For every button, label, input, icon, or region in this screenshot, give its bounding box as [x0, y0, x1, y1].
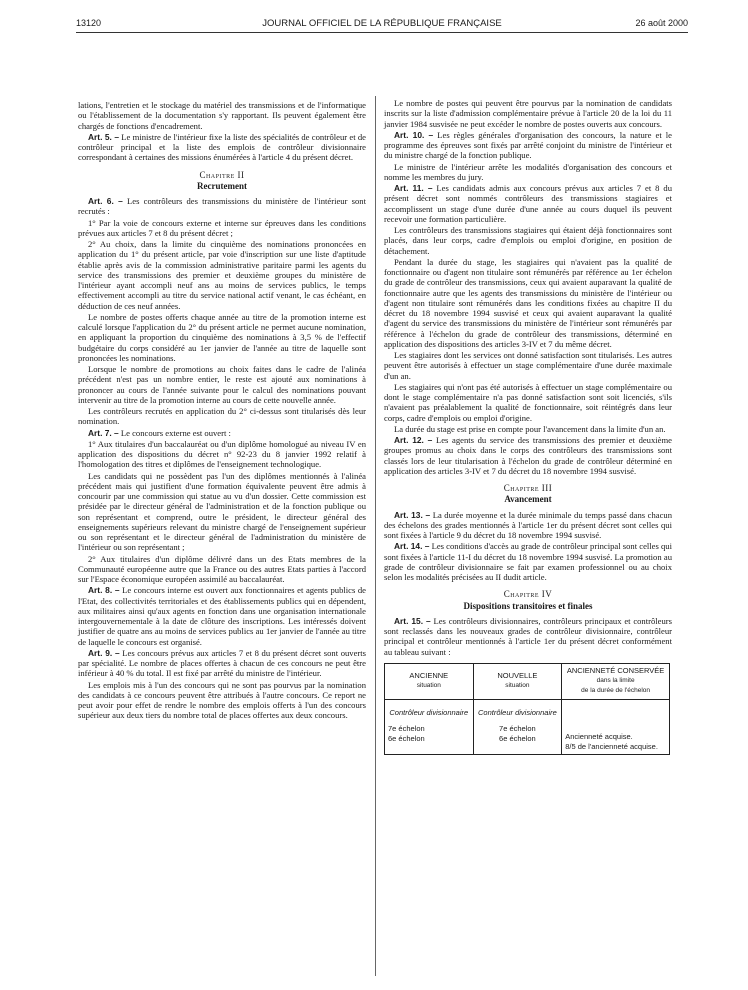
article-14 [384, 541, 672, 582]
article-label: Art. 5. – [88, 131, 119, 142]
article-text: Les contrôleurs des transmissions du ministère de l'intérieur sont recrutés : [78, 196, 366, 217]
table-row [385, 699, 670, 755]
article-label: Art. 15. – [394, 615, 431, 626]
article-label: Art. 7. – [88, 427, 119, 438]
paragraph: Les contrôleurs des transmissions stagiaires qui étaient déjà fonctionnaires sont placés, dans leur corps, cadre d'emplois ou emploi d'origine, en position de détachement. [384, 225, 672, 256]
left-column [78, 100, 366, 722]
article-6 [78, 196, 366, 217]
article-label: Art. 14. – [394, 541, 430, 552]
article-text: Les agents du service des transmissions des premier et deuxième groupes promus au choix dans le corps des contrôleurs des transmissions sont classés lors de leur titularisation à l'échelon du grade de contrôleur déterminé en application des articles 3-IV et 7 du décret du 18 novembre 1994 susvisé. [384, 435, 672, 476]
paragraph: 2° Aux titulaires d'un diplôme délivré dans un des Etats membres de la Communauté européenne autre que la France ou des autres Etats parties à l'accord sur l'Espace économique européen assimilé au baccalauréat. [78, 553, 366, 584]
article-11 [384, 183, 672, 224]
article-text: Les règles générales d'organisation des concours, la nature et le programme des épreuves sont fixés par arrêté conjoint du ministre de l'intérieur et du ministre chargé de la fonction publique. [384, 129, 672, 161]
column-header: NOUVELLE situation [473, 663, 562, 699]
paragraph: Le ministre de l'intérieur arrête les modalités d'organisation des concours et nomme les membres du jury. [384, 161, 672, 182]
article-label: Art. 10. – [394, 129, 434, 140]
article-text: Le concours interne est ouvert aux fonctionnaires et agents publics de l'Etat, des collectivités territoriales et des établissements publics qui en dépendent, aux militaires ainsi qu'aux agents en fonction dans une organisation internationale intergouvernementale à la date de clôture des inscriptions. Les intéressés doivent justifier de quatre ans au moins de services publics au 1er janvier de l'année au titre de laquelle le concours est organisé. [78, 585, 366, 647]
article-label: Art. 12. – [394, 435, 433, 445]
table-cell: Ancienneté acquise. [565, 731, 633, 741]
article-15 [384, 616, 672, 657]
article-text: Les concours prévus aux articles 7 et 8 du présent décret sont ouverts par spécialité. Le nombre de places offertes à chacun de ces concours ne peut être inférieur à 40 % du total. Il est fixé par arrêté du ministre de l'intérieur. [78, 647, 366, 679]
article-text: Les candidats admis aux concours prévus aux articles 7 et 8 du présent décret sont nommés contrôleurs des transmissions stagiaires et accomplissent un stage d'une durée d'une année au cours duquel ils peuvent recevoir une formation particulière. [384, 183, 672, 224]
article-text: La durée moyenne et la durée minimale du temps passé dans chacun des échelons des grades mentionnés à l'article 1er du présent décret sont celles qui sont fixées à l'article 9 du décret du 18 novembre 1994 susvisé. [384, 509, 672, 540]
chapter-title: Chapitre III [503, 483, 553, 493]
right-column [384, 98, 672, 755]
paragraph: La durée du stage est prise en compte pour l'avancement dans la limite d'un an. [394, 423, 666, 434]
paragraph: Les stagiaires qui n'ont pas été autorisés à effectuer un stage complémentaire ou dont le stage complémentaire n'a pas donné satisfaction sont soit licenciés, s'ils n'avaient pas préalablement la qualité de fonctionnaire, soit réintégrés dans leur corps, cadre d'emplois ou emploi d'origine. [384, 381, 672, 423]
grade-label: Contrôleur divisionnaire [389, 707, 469, 717]
paragraph: Le nombre de postes offerts chaque année au titre de la promotion interne est calculé lorsque l'application du 2° du présent article ne permet aucune nomination, en appliquant la proportion du cinquième des nominations à 3,5 % de l'effectif budgétaire du corps considéré au 1er janvier de l'année au titre de laquelle sont prononcées les nominations. [78, 311, 366, 363]
paragraph: Pendant la durée du stage, les stagiaires qui n'avaient pas la qualité de fonctionnaire ou d'agent non titulaire sont rémunérés par référence au 1er échelon du grade de contrôleur des transmissions, ceux qui avaient auparavant la qualité de fonctionnaire autre que les agents des transmissions du ministère de l'intérieur ou d'agent non titulaire sont rémunérés dans les conditions fixées au chapitre II du décret du 18 novembre 1994 susvisé et ceux qui avaient auparavant la qualité d'agent du service des transmissions du ministère de l'intérieur sont rémunérés par référence à l'échelon du grade de contrôleur des transmissions, déterminé en application des dispositions des articles 3-IV et 7 du même décret. [384, 256, 672, 349]
table-cell: 7e échelon [499, 723, 536, 733]
table-cell: 8/5 de l'ancienneté acquise. [565, 741, 658, 751]
article-text: Le ministre de l'intérieur fixe la liste des spécialités de contrôleur et de contrôleur principal et la liste des emplois de contrôleur divisionnaire correspondant à certaines des missions énumérées à l'article 4 du présent décret. [78, 131, 366, 163]
article-label: Art. 9. – [88, 647, 120, 658]
grade-label: Contrôleur divisionnaire [477, 707, 557, 717]
paragraph: Le nombre de postes qui peuvent être pourvus par la nomination de candidats inscrits sur la liste d'admission complémentaire prévue à l'article 20 de la loi du 11 janvier 1984 susvisée ne peut excéder le nombre de postes ouverts aux concours. [384, 98, 672, 129]
page-number: 13120 [76, 18, 102, 28]
paragraph: 2° Au choix, dans la limite du cinquième des nominations prononcées en application du 1° du présent article, par voie d'inscription sur une liste d'aptitude établie après avis de la commission administrative paritaire parmi les agents du service des transmissions des premier et deuxième groupes du ministère de l'intérieur ayant accompli neuf ans au moins de services publics, le temps effectivement accompli au titre du service national actif venant, le cas échéant, en déduction de ces neuf années. [78, 239, 366, 311]
article-label: Art. 8. – [88, 585, 120, 596]
table-cell: 6e échelon [388, 734, 425, 743]
chapter-subtitle: Recrutement [197, 180, 247, 191]
paragraph: Les contrôleurs recrutés en application du 2° ci-dessus sont titularisés dès leur nomination. [78, 406, 366, 427]
table-cell: 6e échelon [499, 734, 536, 743]
article-7 [78, 428, 366, 438]
chapter-subtitle: Dispositions transitoires et finales [463, 600, 593, 611]
journal-title: JOURNAL OFFICIEL DE LA RÉPUBLIQUE FRANÇAISE [262, 18, 502, 29]
article-12 [384, 435, 672, 476]
paragraph: 1° Par la voie de concours externe et interne sur épreuves dans les conditions prévues aux articles 7 et 8 du présent décret ; [78, 217, 366, 238]
table-cell: 7e échelon [388, 723, 425, 733]
chapter-title: Chapitre IV [503, 589, 553, 600]
column-divider [375, 96, 376, 976]
paragraph: Les stagiaires dont les services ont donné satisfaction sont titularisés. Les autres peuvent être autorisés à effectuer un stage complémentaire d'une durée maximale d'un an. [384, 350, 672, 381]
chapter-title: Chapitre II [199, 169, 245, 180]
article-text: Les contrôleurs divisionnaires, contrôleurs principaux et contrôleurs sont reclassés dans les nouveaux grades de contrôleur divisionnaire, contrôleur principal et contrôleur mentionnés à l'article 1er du présent décret conformément au tableau suivant : [384, 615, 672, 657]
article-5 [78, 132, 366, 163]
column-header: ANCIENNETÉ CONSERVÉE dans la limite de la durée de l'échelon [562, 663, 670, 699]
paragraph: Lorsque le nombre de promotions au choix faites dans le cadre de l'alinéa précédent n'est pas un nombre entier, le reste est ajouté aux nominations à prononcer au cours de l'année suivante pour le calcul des nominations pouvant intervenir au titre de la promotion interne au cours de cette nouvelle année. [78, 364, 366, 405]
page-header [76, 18, 688, 33]
article-label: Art. 11. – [394, 183, 433, 193]
article-label: Art. 6. – [88, 196, 123, 206]
paragraph: lations, l'entretien et le stockage du matériel des transmissions et de l'informatique ou l'établissement de la documentation s'y rapportant. Ils peuvent également être chargés de fonctions d'encadrement. [78, 100, 366, 131]
article-text: Le concours externe est ouvert : [118, 427, 231, 438]
article-9 [78, 648, 366, 679]
paragraph: Les candidats qui ne possèdent pas l'un des diplômes mentionnés à l'alinéa précédent mais qui justifient d'une formation équivalente peuvent être admis à concourir par une commission qui statue au vu d'un dossier. Cette commission est présidée par le directeur général de l'administration et de la fonction publique ou son représentant et comprend, outre le président, le directeur général des enseignements supérieurs relevant du ministre chargé de l'enseignement supérieur ou son représentant et le directeur général de l'administration du ministère de l'intérieur ou son représentant ; [78, 470, 366, 553]
article-label: Art. 13. – [394, 509, 431, 520]
article-10 [384, 130, 672, 161]
article-8 [78, 585, 366, 647]
table-header-row [385, 663, 670, 699]
paragraph: 1° Aux titulaires d'un baccalauréat ou d'un diplôme homologué au niveau IV en application des dispositions du décret n° 92-23 du 8 janvier 1992 relatif à l'homologation des titres et diplômes de l'enseignement technologique. [78, 438, 366, 470]
article-text: Les conditions d'accès au grade de contrôleur principal sont celles qui sont fixées à l'article 11-I du décret du 18 novembre 1994 susvisé. La promotion au grade de contrôleur divisionnaire se fait par examen professionnel ou au choix selon les modalités précisées au II dudit article. [384, 541, 672, 582]
article-13 [384, 510, 672, 541]
column-header: ANCIENNE situation [385, 663, 474, 699]
paragraph: Les emplois mis à l'un des concours qui ne sont pas pourvus par la nomination des candidats à ce concours peuvent être attribués à l'autre concours. Ce report ne peut avoir pour effet de rendre le nombre des emplois offerts à l'un des concours supérieur aux deux tiers du nombre total de places offertes aux deux concours. [78, 679, 366, 721]
publication-date: 26 août 2000 [635, 18, 688, 28]
chapter-subtitle: Avancement [504, 494, 552, 505]
reclassification-table [384, 663, 670, 755]
